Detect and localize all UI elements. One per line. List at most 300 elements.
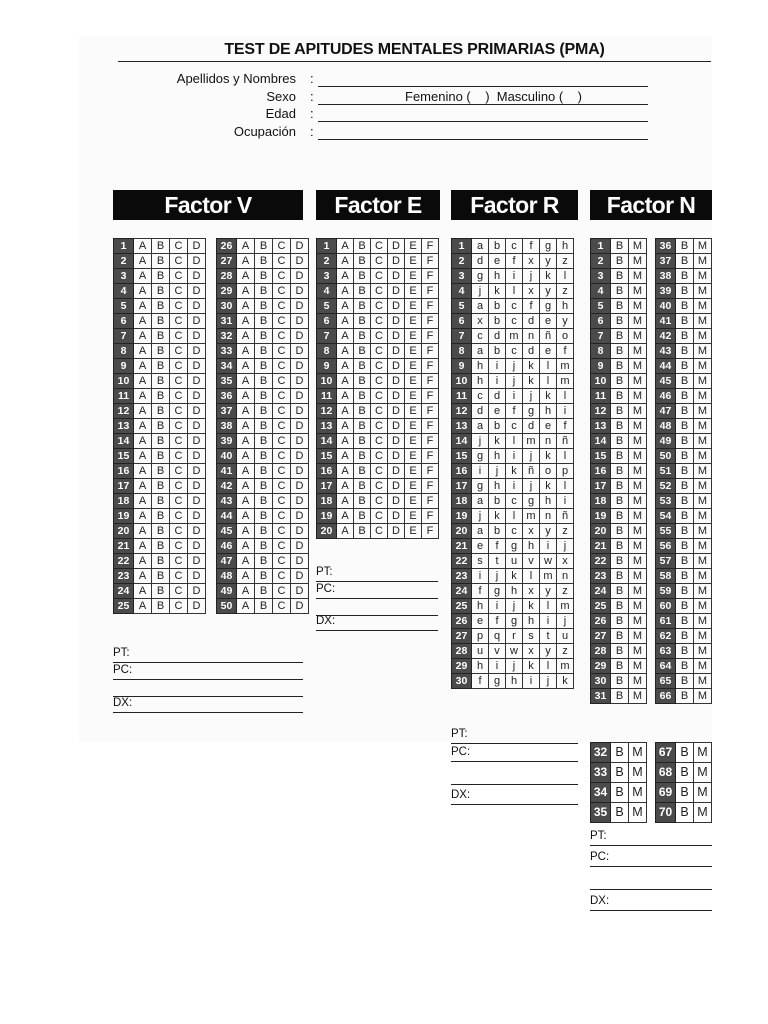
- answer-option[interactable]: M: [629, 644, 647, 659]
- answer-option[interactable]: o: [540, 464, 557, 479]
- answer-option[interactable]: B: [611, 389, 629, 404]
- answer-option[interactable]: A: [237, 539, 255, 554]
- answer-option[interactable]: D: [188, 479, 206, 494]
- answer-option[interactable]: B: [611, 299, 629, 314]
- answer-option[interactable]: F: [422, 299, 439, 314]
- answer-option[interactable]: M: [694, 419, 712, 434]
- answer-option[interactable]: M: [694, 674, 712, 689]
- answer-option[interactable]: M: [694, 659, 712, 674]
- answer-option[interactable]: M: [694, 629, 712, 644]
- answer-option[interactable]: B: [611, 404, 629, 419]
- answer-option[interactable]: A: [237, 449, 255, 464]
- answer-option[interactable]: M: [694, 284, 712, 299]
- answer-option[interactable]: B: [255, 299, 273, 314]
- answer-option[interactable]: D: [388, 344, 405, 359]
- answer-option[interactable]: A: [237, 494, 255, 509]
- answer-option[interactable]: B: [676, 584, 694, 599]
- answer-option[interactable]: j: [540, 674, 557, 689]
- factor-e-dx-line[interactable]: [316, 615, 438, 631]
- answer-option[interactable]: B: [611, 783, 629, 803]
- answer-option[interactable]: k: [489, 434, 506, 449]
- answer-option[interactable]: E: [405, 434, 422, 449]
- answer-option[interactable]: k: [523, 599, 540, 614]
- answer-option[interactable]: l: [540, 599, 557, 614]
- answer-option[interactable]: A: [134, 464, 152, 479]
- answer-option[interactable]: M: [694, 404, 712, 419]
- answer-option[interactable]: M: [629, 614, 647, 629]
- answer-option[interactable]: F: [422, 419, 439, 434]
- answer-option[interactable]: B: [152, 569, 170, 584]
- answer-option[interactable]: B: [152, 404, 170, 419]
- answer-option[interactable]: A: [337, 449, 354, 464]
- answer-option[interactable]: A: [237, 554, 255, 569]
- answer-option[interactable]: l: [557, 449, 574, 464]
- answer-option[interactable]: M: [629, 269, 647, 284]
- answer-option[interactable]: C: [170, 239, 188, 254]
- answer-option[interactable]: B: [354, 254, 371, 269]
- answer-option[interactable]: k: [557, 674, 574, 689]
- answer-option[interactable]: B: [676, 743, 694, 763]
- answer-option[interactable]: z: [557, 254, 574, 269]
- answer-option[interactable]: M: [694, 524, 712, 539]
- answer-option[interactable]: D: [291, 254, 309, 269]
- answer-option[interactable]: m: [540, 569, 557, 584]
- answer-option[interactable]: B: [676, 599, 694, 614]
- answer-option[interactable]: n: [540, 509, 557, 524]
- answer-option[interactable]: B: [611, 374, 629, 389]
- answer-option[interactable]: M: [694, 374, 712, 389]
- answer-option[interactable]: B: [354, 329, 371, 344]
- answer-option[interactable]: M: [694, 644, 712, 659]
- answer-option[interactable]: k: [540, 479, 557, 494]
- answer-option[interactable]: D: [291, 449, 309, 464]
- answer-option[interactable]: M: [694, 743, 712, 763]
- answer-option[interactable]: h: [523, 614, 540, 629]
- answer-option[interactable]: A: [237, 524, 255, 539]
- answer-option[interactable]: m: [557, 599, 574, 614]
- answer-option[interactable]: E: [405, 479, 422, 494]
- answer-option[interactable]: M: [629, 763, 647, 783]
- answer-option[interactable]: D: [291, 524, 309, 539]
- answer-option[interactable]: c: [506, 239, 523, 254]
- answer-option[interactable]: D: [291, 539, 309, 554]
- answer-option[interactable]: M: [694, 614, 712, 629]
- answer-option[interactable]: F: [422, 494, 439, 509]
- answer-option[interactable]: e: [472, 614, 489, 629]
- answer-option[interactable]: M: [694, 509, 712, 524]
- answer-option[interactable]: B: [676, 569, 694, 584]
- answer-option[interactable]: B: [676, 359, 694, 374]
- answer-option[interactable]: c: [506, 314, 523, 329]
- answer-option[interactable]: B: [611, 524, 629, 539]
- answer-option[interactable]: j: [523, 269, 540, 284]
- answer-option[interactable]: z: [557, 584, 574, 599]
- answer-option[interactable]: g: [523, 494, 540, 509]
- answer-option[interactable]: D: [188, 539, 206, 554]
- answer-option[interactable]: D: [388, 479, 405, 494]
- answer-option[interactable]: D: [188, 239, 206, 254]
- answer-option[interactable]: k: [506, 464, 523, 479]
- answer-option[interactable]: C: [371, 464, 388, 479]
- answer-option[interactable]: B: [611, 614, 629, 629]
- answer-option[interactable]: v: [489, 644, 506, 659]
- answer-option[interactable]: D: [291, 374, 309, 389]
- answer-option[interactable]: z: [557, 644, 574, 659]
- answer-option[interactable]: A: [134, 344, 152, 359]
- answer-option[interactable]: w: [540, 554, 557, 569]
- answer-option[interactable]: D: [188, 404, 206, 419]
- answer-option[interactable]: r: [506, 629, 523, 644]
- answer-option[interactable]: h: [472, 599, 489, 614]
- answer-option[interactable]: C: [170, 464, 188, 479]
- answer-option[interactable]: p: [472, 629, 489, 644]
- answer-option[interactable]: b: [489, 419, 506, 434]
- answer-option[interactable]: B: [152, 449, 170, 464]
- answer-option[interactable]: A: [237, 314, 255, 329]
- answer-option[interactable]: B: [255, 284, 273, 299]
- answer-option[interactable]: C: [170, 404, 188, 419]
- answer-option[interactable]: t: [489, 554, 506, 569]
- answer-option[interactable]: C: [273, 524, 291, 539]
- answer-option[interactable]: C: [170, 434, 188, 449]
- answer-option[interactable]: F: [422, 344, 439, 359]
- answer-option[interactable]: i: [506, 389, 523, 404]
- answer-option[interactable]: b: [489, 344, 506, 359]
- answer-option[interactable]: B: [611, 674, 629, 689]
- answer-option[interactable]: M: [694, 344, 712, 359]
- answer-option[interactable]: B: [255, 554, 273, 569]
- answer-option[interactable]: B: [611, 254, 629, 269]
- answer-option[interactable]: A: [337, 434, 354, 449]
- answer-option[interactable]: D: [291, 569, 309, 584]
- answer-option[interactable]: ñ: [523, 464, 540, 479]
- factor-r-blank-line[interactable]: [451, 769, 578, 785]
- answer-option[interactable]: M: [629, 449, 647, 464]
- answer-option[interactable]: k: [489, 509, 506, 524]
- answer-option[interactable]: A: [237, 374, 255, 389]
- answer-option[interactable]: h: [472, 659, 489, 674]
- answer-option[interactable]: M: [694, 584, 712, 599]
- answer-option[interactable]: M: [694, 434, 712, 449]
- answer-option[interactable]: B: [255, 584, 273, 599]
- answer-option[interactable]: D: [388, 269, 405, 284]
- answer-option[interactable]: D: [188, 359, 206, 374]
- answer-option[interactable]: l: [506, 434, 523, 449]
- answer-option[interactable]: B: [152, 509, 170, 524]
- answer-option[interactable]: C: [371, 509, 388, 524]
- answer-option[interactable]: F: [422, 254, 439, 269]
- answer-option[interactable]: D: [388, 284, 405, 299]
- answer-option[interactable]: B: [152, 239, 170, 254]
- answer-option[interactable]: B: [152, 344, 170, 359]
- answer-option[interactable]: x: [523, 644, 540, 659]
- answer-option[interactable]: A: [134, 329, 152, 344]
- answer-option[interactable]: g: [540, 239, 557, 254]
- answer-option[interactable]: D: [388, 434, 405, 449]
- answer-option[interactable]: B: [611, 743, 629, 763]
- answer-option[interactable]: E: [405, 524, 422, 539]
- answer-option[interactable]: y: [540, 584, 557, 599]
- answer-option[interactable]: k: [540, 269, 557, 284]
- answer-option[interactable]: m: [523, 509, 540, 524]
- answer-option[interactable]: D: [388, 254, 405, 269]
- info-field-input-line[interactable]: [318, 139, 648, 140]
- answer-option[interactable]: E: [405, 299, 422, 314]
- answer-option[interactable]: B: [611, 479, 629, 494]
- answer-option[interactable]: c: [472, 389, 489, 404]
- answer-option[interactable]: D: [388, 374, 405, 389]
- answer-option[interactable]: x: [523, 584, 540, 599]
- factor-r-dx-line[interactable]: [451, 789, 578, 805]
- answer-option[interactable]: C: [170, 374, 188, 389]
- answer-option[interactable]: B: [152, 419, 170, 434]
- answer-option[interactable]: A: [134, 554, 152, 569]
- factor-n-pc-line[interactable]: [590, 851, 712, 867]
- answer-option[interactable]: M: [629, 419, 647, 434]
- answer-option[interactable]: C: [371, 254, 388, 269]
- answer-option[interactable]: F: [422, 509, 439, 524]
- info-field-input-line[interactable]: [318, 86, 648, 87]
- answer-option[interactable]: A: [134, 389, 152, 404]
- answer-option[interactable]: D: [291, 419, 309, 434]
- answer-option[interactable]: C: [371, 494, 388, 509]
- answer-option[interactable]: F: [422, 239, 439, 254]
- answer-option[interactable]: C: [170, 329, 188, 344]
- answer-option[interactable]: B: [676, 434, 694, 449]
- answer-option[interactable]: t: [540, 629, 557, 644]
- answer-option[interactable]: D: [188, 314, 206, 329]
- answer-option[interactable]: f: [489, 614, 506, 629]
- answer-option[interactable]: C: [371, 329, 388, 344]
- answer-option[interactable]: B: [676, 239, 694, 254]
- answer-option[interactable]: B: [676, 494, 694, 509]
- answer-option[interactable]: c: [506, 344, 523, 359]
- answer-option[interactable]: A: [237, 464, 255, 479]
- answer-option[interactable]: l: [540, 659, 557, 674]
- answer-option[interactable]: o: [557, 329, 574, 344]
- answer-option[interactable]: D: [188, 434, 206, 449]
- answer-option[interactable]: j: [472, 284, 489, 299]
- answer-option[interactable]: M: [694, 449, 712, 464]
- answer-option[interactable]: C: [170, 494, 188, 509]
- answer-option[interactable]: E: [405, 449, 422, 464]
- answer-option[interactable]: m: [557, 359, 574, 374]
- answer-option[interactable]: A: [337, 284, 354, 299]
- answer-option[interactable]: B: [255, 389, 273, 404]
- answer-option[interactable]: M: [629, 299, 647, 314]
- answer-option[interactable]: p: [557, 464, 574, 479]
- answer-option[interactable]: a: [472, 524, 489, 539]
- answer-option[interactable]: B: [255, 599, 273, 614]
- answer-option[interactable]: i: [489, 359, 506, 374]
- answer-option[interactable]: C: [170, 509, 188, 524]
- answer-option[interactable]: j: [557, 539, 574, 554]
- answer-option[interactable]: M: [694, 803, 712, 823]
- answer-option[interactable]: F: [422, 374, 439, 389]
- answer-option[interactable]: E: [405, 329, 422, 344]
- answer-option[interactable]: B: [255, 494, 273, 509]
- answer-option[interactable]: D: [188, 299, 206, 314]
- answer-option[interactable]: C: [273, 479, 291, 494]
- answer-option[interactable]: B: [354, 404, 371, 419]
- answer-option[interactable]: D: [291, 494, 309, 509]
- answer-option[interactable]: l: [506, 284, 523, 299]
- answer-option[interactable]: C: [170, 599, 188, 614]
- answer-option[interactable]: B: [611, 659, 629, 674]
- answer-option[interactable]: M: [629, 344, 647, 359]
- answer-option[interactable]: B: [611, 494, 629, 509]
- answer-option[interactable]: A: [337, 359, 354, 374]
- answer-option[interactable]: M: [694, 329, 712, 344]
- answer-option[interactable]: M: [629, 284, 647, 299]
- answer-option[interactable]: s: [472, 554, 489, 569]
- answer-option[interactable]: A: [337, 494, 354, 509]
- answer-option[interactable]: D: [188, 494, 206, 509]
- answer-option[interactable]: A: [337, 269, 354, 284]
- answer-option[interactable]: M: [694, 389, 712, 404]
- answer-option[interactable]: B: [152, 479, 170, 494]
- answer-option[interactable]: i: [489, 599, 506, 614]
- answer-option[interactable]: a: [472, 419, 489, 434]
- answer-option[interactable]: D: [188, 569, 206, 584]
- answer-option[interactable]: s: [523, 629, 540, 644]
- answer-option[interactable]: A: [134, 524, 152, 539]
- answer-option[interactable]: A: [134, 419, 152, 434]
- answer-option[interactable]: B: [152, 299, 170, 314]
- answer-option[interactable]: C: [371, 359, 388, 374]
- answer-option[interactable]: B: [676, 689, 694, 704]
- answer-option[interactable]: B: [152, 314, 170, 329]
- answer-option[interactable]: C: [273, 284, 291, 299]
- answer-option[interactable]: E: [405, 284, 422, 299]
- answer-option[interactable]: B: [354, 449, 371, 464]
- answer-option[interactable]: B: [611, 599, 629, 614]
- answer-option[interactable]: i: [506, 449, 523, 464]
- answer-option[interactable]: B: [676, 783, 694, 803]
- answer-option[interactable]: C: [170, 284, 188, 299]
- answer-option[interactable]: B: [354, 479, 371, 494]
- factor-n-pt-line[interactable]: [590, 830, 712, 846]
- answer-option[interactable]: n: [540, 434, 557, 449]
- answer-option[interactable]: M: [694, 254, 712, 269]
- answer-option[interactable]: h: [489, 479, 506, 494]
- answer-option[interactable]: j: [472, 434, 489, 449]
- answer-option[interactable]: B: [152, 284, 170, 299]
- answer-option[interactable]: a: [472, 344, 489, 359]
- answer-option[interactable]: u: [557, 629, 574, 644]
- answer-option[interactable]: D: [388, 359, 405, 374]
- answer-option[interactable]: D: [291, 314, 309, 329]
- factor-n-dx-line[interactable]: [590, 895, 712, 911]
- answer-option[interactable]: d: [472, 254, 489, 269]
- answer-option[interactable]: C: [170, 314, 188, 329]
- answer-option[interactable]: B: [611, 509, 629, 524]
- answer-option[interactable]: B: [676, 539, 694, 554]
- answer-option[interactable]: B: [676, 269, 694, 284]
- answer-option[interactable]: B: [611, 539, 629, 554]
- answer-option[interactable]: B: [152, 524, 170, 539]
- answer-option[interactable]: A: [134, 299, 152, 314]
- answer-option[interactable]: M: [629, 783, 647, 803]
- answer-option[interactable]: k: [489, 284, 506, 299]
- answer-option[interactable]: f: [523, 239, 540, 254]
- answer-option[interactable]: D: [188, 449, 206, 464]
- answer-option[interactable]: A: [337, 314, 354, 329]
- answer-option[interactable]: B: [676, 614, 694, 629]
- answer-option[interactable]: B: [354, 269, 371, 284]
- answer-option[interactable]: M: [629, 629, 647, 644]
- answer-option[interactable]: B: [152, 599, 170, 614]
- answer-option[interactable]: y: [540, 254, 557, 269]
- answer-option[interactable]: B: [354, 509, 371, 524]
- answer-option[interactable]: D: [188, 419, 206, 434]
- answer-option[interactable]: m: [557, 374, 574, 389]
- answer-option[interactable]: M: [694, 269, 712, 284]
- answer-option[interactable]: E: [405, 269, 422, 284]
- answer-option[interactable]: h: [523, 539, 540, 554]
- answer-option[interactable]: D: [291, 269, 309, 284]
- answer-option[interactable]: C: [273, 569, 291, 584]
- answer-option[interactable]: d: [489, 329, 506, 344]
- answer-option[interactable]: F: [422, 389, 439, 404]
- answer-option[interactable]: D: [388, 389, 405, 404]
- answer-option[interactable]: F: [422, 434, 439, 449]
- answer-option[interactable]: E: [405, 389, 422, 404]
- answer-option[interactable]: D: [388, 524, 405, 539]
- answer-option[interactable]: D: [188, 269, 206, 284]
- answer-option[interactable]: B: [152, 329, 170, 344]
- answer-option[interactable]: M: [629, 554, 647, 569]
- answer-option[interactable]: k: [523, 659, 540, 674]
- answer-option[interactable]: D: [388, 329, 405, 344]
- answer-option[interactable]: A: [134, 374, 152, 389]
- answer-option[interactable]: A: [134, 449, 152, 464]
- answer-option[interactable]: b: [489, 299, 506, 314]
- answer-option[interactable]: M: [629, 539, 647, 554]
- info-field-input-line[interactable]: [318, 121, 648, 122]
- answer-option[interactable]: B: [676, 674, 694, 689]
- answer-option[interactable]: M: [694, 359, 712, 374]
- answer-option[interactable]: C: [371, 524, 388, 539]
- answer-option[interactable]: D: [188, 554, 206, 569]
- answer-option[interactable]: A: [237, 434, 255, 449]
- answer-option[interactable]: A: [337, 524, 354, 539]
- answer-option[interactable]: A: [337, 509, 354, 524]
- answer-option[interactable]: B: [354, 434, 371, 449]
- answer-option[interactable]: k: [540, 449, 557, 464]
- answer-option[interactable]: E: [405, 359, 422, 374]
- answer-option[interactable]: D: [188, 464, 206, 479]
- answer-option[interactable]: D: [188, 509, 206, 524]
- answer-option[interactable]: A: [134, 434, 152, 449]
- answer-option[interactable]: j: [523, 479, 540, 494]
- answer-option[interactable]: B: [354, 299, 371, 314]
- answer-option[interactable]: C: [273, 449, 291, 464]
- answer-option[interactable]: M: [694, 554, 712, 569]
- answer-option[interactable]: A: [134, 284, 152, 299]
- answer-option[interactable]: M: [629, 464, 647, 479]
- answer-option[interactable]: i: [540, 614, 557, 629]
- answer-option[interactable]: E: [405, 404, 422, 419]
- answer-option[interactable]: e: [540, 314, 557, 329]
- answer-option[interactable]: A: [134, 314, 152, 329]
- answer-option[interactable]: B: [354, 239, 371, 254]
- answer-option[interactable]: B: [255, 344, 273, 359]
- answer-option[interactable]: D: [188, 344, 206, 359]
- answer-option[interactable]: v: [523, 554, 540, 569]
- answer-option[interactable]: c: [506, 524, 523, 539]
- answer-option[interactable]: M: [694, 599, 712, 614]
